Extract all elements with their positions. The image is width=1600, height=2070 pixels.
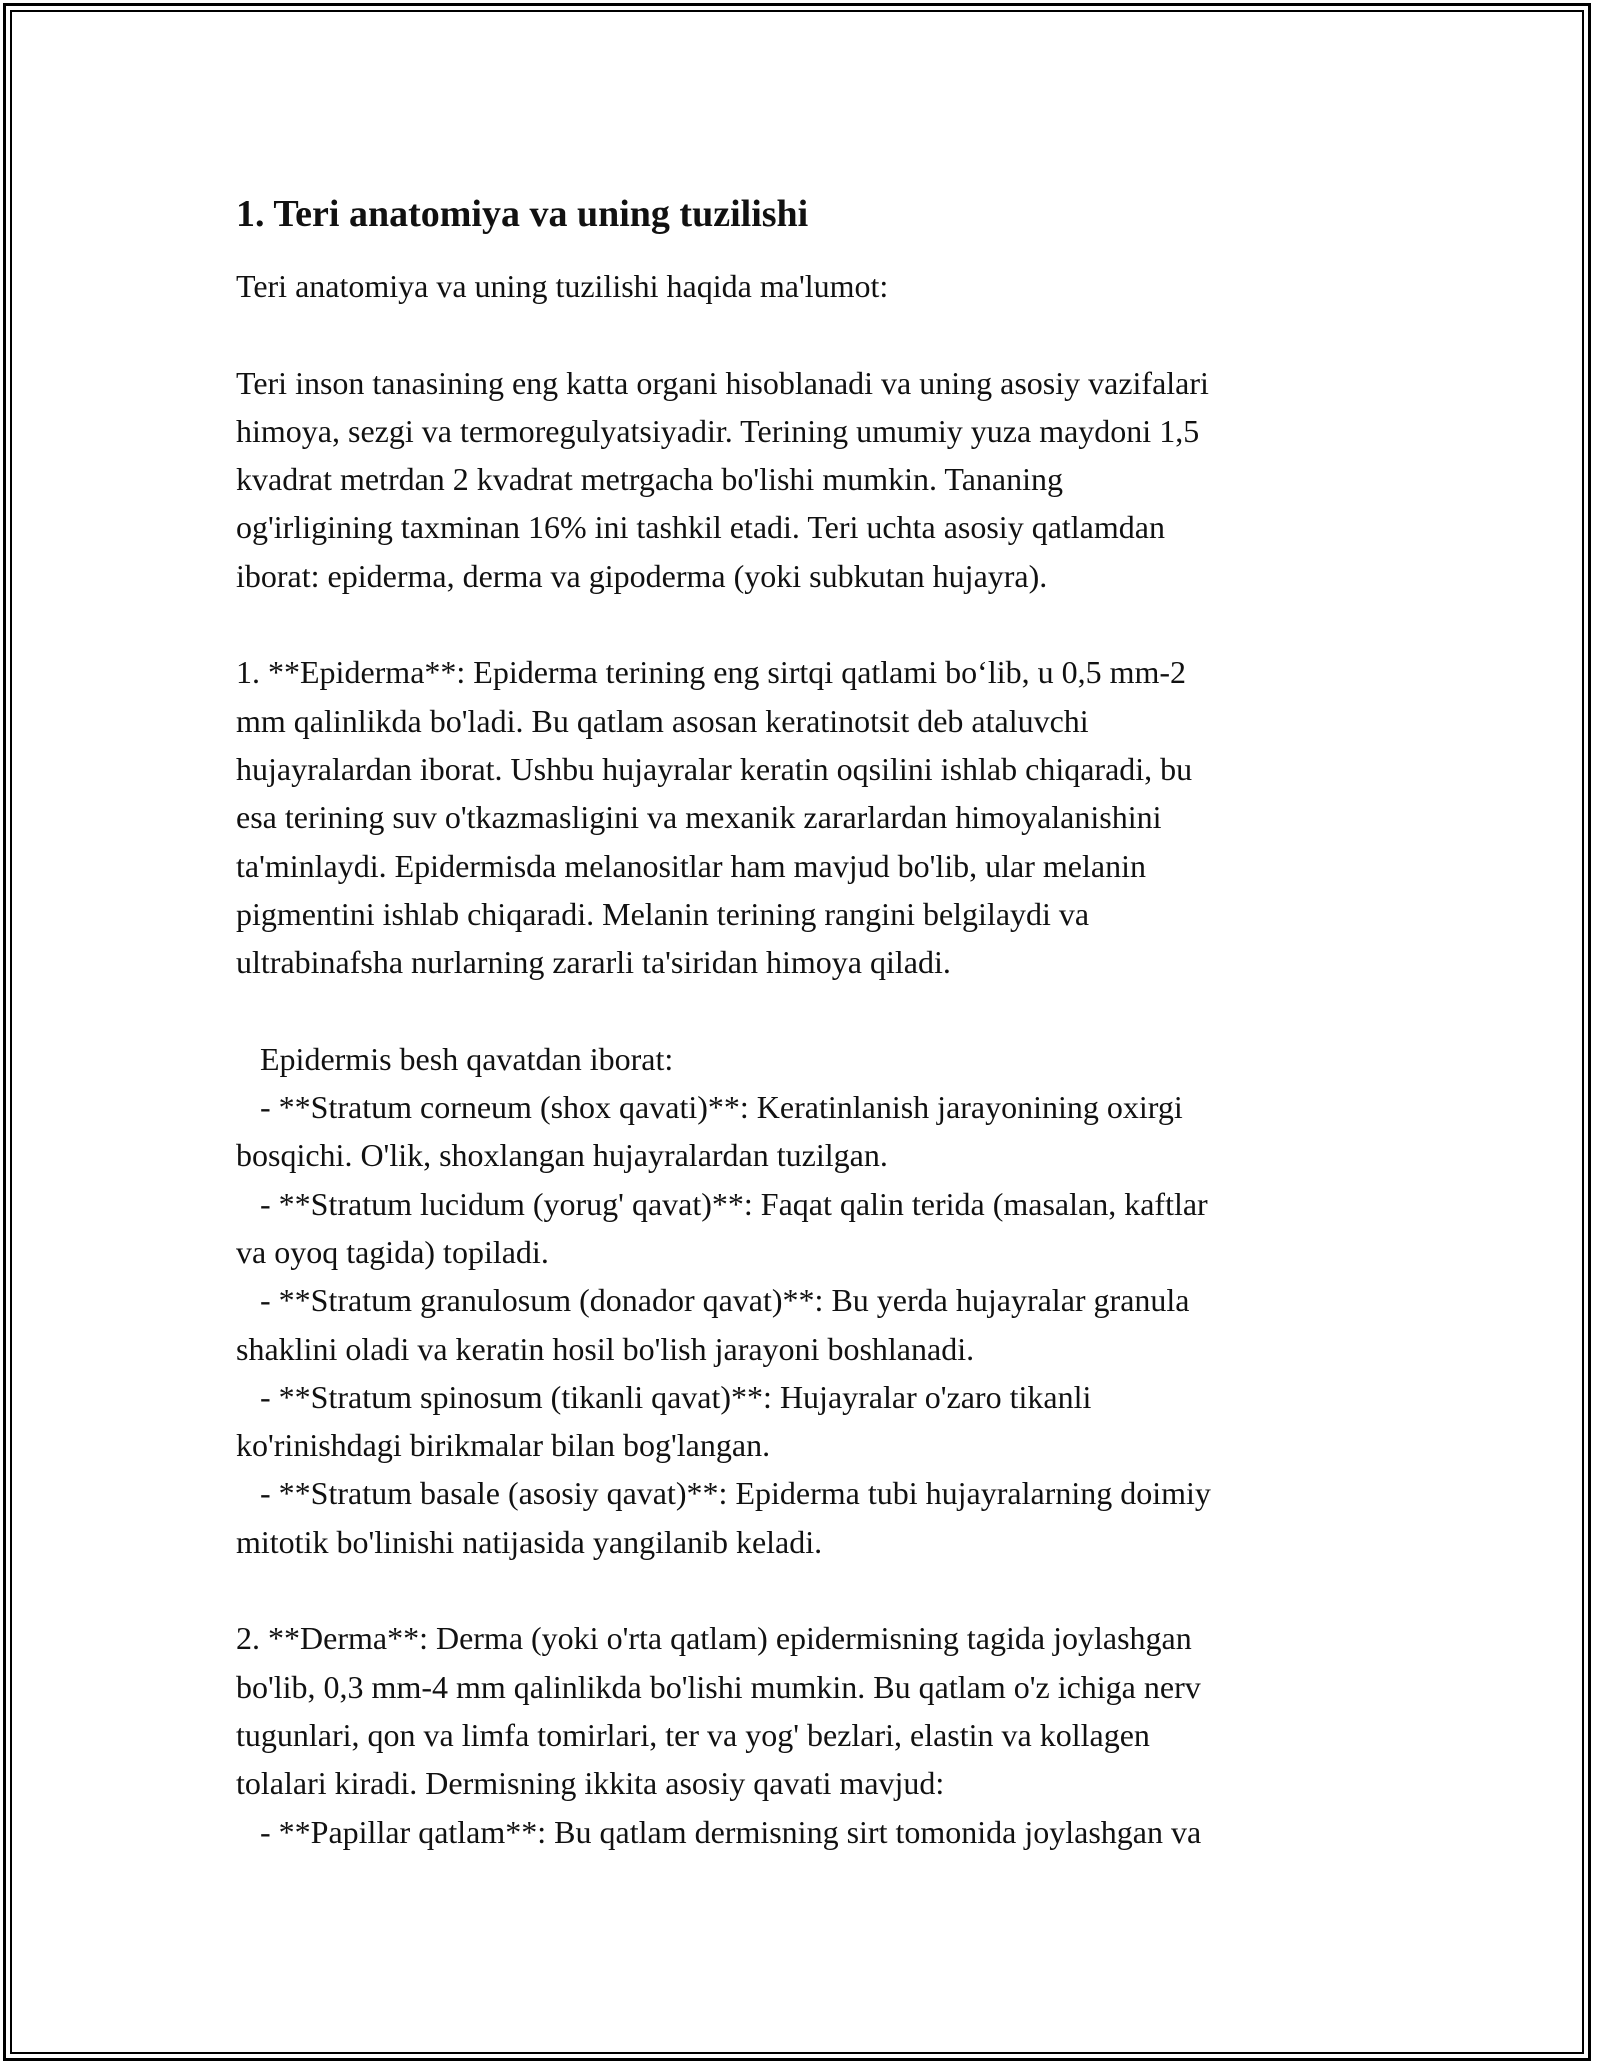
- text-line: Teri inson tanasining eng katta organi hisoblanadi va uning asosiy vazifalari: [236, 364, 1209, 401]
- text-line: bosqichi. O'lik, shoxlangan hujayralardan tuzilgan.: [236, 1137, 888, 1174]
- text-line: hujayralardan iborat. Ushbu hujayralar keratin oqsilini ishlab chiqaradi, bu: [236, 750, 1193, 787]
- paragraph-derma: [236, 1614, 1366, 1855]
- text-line: kvadrat metrdan 2 kvadrat metrgacha bo'lishi mumkin. Tananing: [236, 461, 1064, 498]
- text-line: shaklini oladi va keratin hosil bo'lish jarayoni boshlanadi.: [236, 1330, 975, 1367]
- text-line: ultrabinafsha nurlarning zararli ta'siridan himoya qiladi.: [236, 944, 951, 981]
- text-line: ko'rinishdagi birikmalar bilan bog'langan.: [236, 1427, 771, 1464]
- text-line: esa terining suv o'tkazmasligini va mexanik zararlardan himoyalanishini: [236, 799, 1162, 836]
- page-title: 1. Teri anatomiya va uning tuzilishi: [236, 193, 809, 235]
- text-line: ta'minlaydi. Epidermisda melanositlar ham mavjud bo'lib, ular melanin: [236, 847, 1146, 884]
- text-line: - **Stratum lucidum (yorug' qavat)**: Faqat qalin terida (masalan, kaftlar: [236, 1185, 1208, 1222]
- spacer: [236, 600, 1366, 648]
- text-line: 2. **Derma**: Derma (yoki o'rta qatlam) epidermisning tagida joylashgan: [236, 1620, 1192, 1657]
- paragraph-overview: [236, 359, 1366, 600]
- text-line: - **Stratum spinosum (tikanli qavat)**: Hujayralar o'zaro tikanli: [236, 1378, 1092, 1415]
- text-line: va oyoq tagida) topiladi.: [236, 1233, 549, 1270]
- spacer: [236, 986, 1366, 1034]
- text-line: bo'lib, 0,3 mm-4 mm qalinlikda bo'lishi mumkin. Bu qatlam o'z ichiga nerv: [236, 1668, 1201, 1705]
- spacer: [236, 310, 1366, 358]
- text-line: iborat: epiderma, derma va gipoderma (yoki subkutan hujayra).: [236, 557, 1048, 594]
- paragraph-layers: [236, 1035, 1366, 1566]
- text-line: tugunlari, qon va limfa tomirlari, ter va yog' bezlari, elastin va kollagen: [236, 1716, 1150, 1753]
- text-line: himoya, sezgi va termoregulyatsiyadir. Terining umumiy yuza maydoni 1,5: [236, 412, 1200, 449]
- text-line: - **Stratum corneum (shox qavati)**: Keratinlanish jarayonining oxirgi: [236, 1089, 1183, 1126]
- text-line: tolalari kiradi. Dermisning ikkita asosiy qavati mavjud:: [236, 1765, 945, 1802]
- text-line: Epidermis besh qavatdan iborat:: [236, 1040, 674, 1077]
- text-line: mm qalinlikda bo'ladi. Bu qatlam asosan keratinotsit deb ataluvchi: [236, 702, 1089, 739]
- text-line: mitotik bo'linishi natijasida yangilanib keladi.: [236, 1523, 823, 1560]
- spacer: [236, 1566, 1366, 1614]
- text-line: - **Stratum basale (asosiy qavat)**: Epiderma tubi hujayralarning doimiy: [236, 1475, 1211, 1512]
- document-body: [236, 186, 1366, 1856]
- text-line: og'irligining taxminan 16% ini tashkil etadi. Teri uchta asosiy qatlamdan: [236, 509, 1165, 546]
- paragraph-epiderma: [236, 648, 1366, 986]
- text-line: - **Stratum granulosum (donador qavat)**: Bu yerda hujayralar granula: [236, 1282, 1190, 1319]
- text-line: - **Papillar qatlam**: Bu qatlam dermisning sirt tomonida joylashgan va: [236, 1813, 1202, 1850]
- intro-line: Teri anatomiya va uning tuzilishi haqida ma'lumot:: [236, 268, 889, 304]
- text-line: pigmentini ishlab chiqaradi. Melanin terining rangini belgilaydi va: [236, 895, 1090, 932]
- text-line: 1. **Epiderma**: Epiderma terining eng sirtqi qatlami bo‘lib, u 0,5 mm-2: [236, 654, 1187, 691]
